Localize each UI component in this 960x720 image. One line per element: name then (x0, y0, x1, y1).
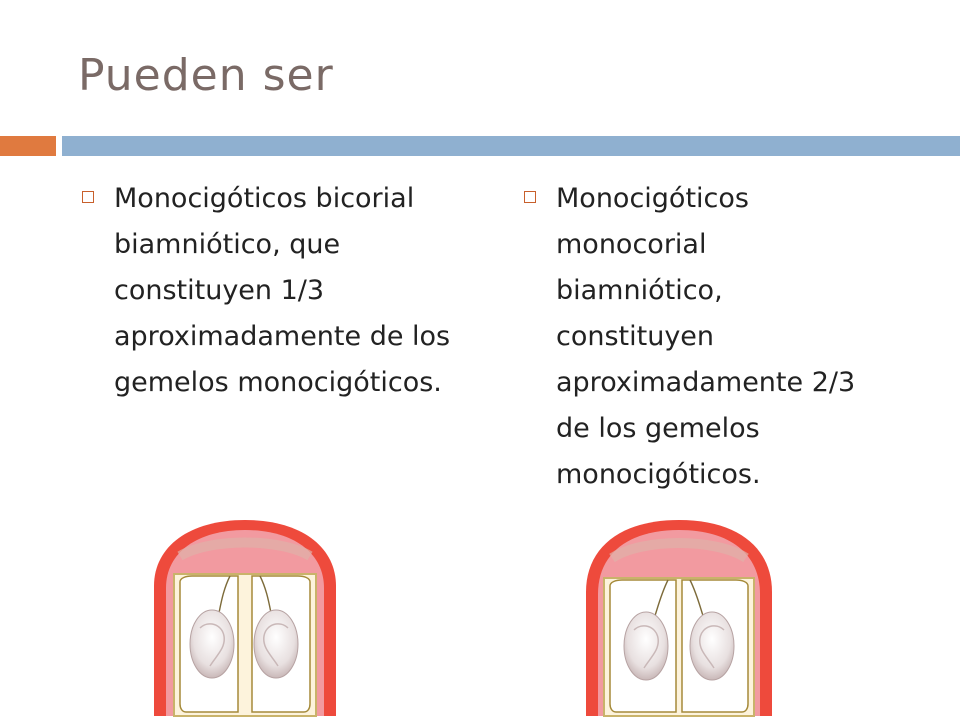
content-column-right (520, 176, 880, 498)
bullet-item (520, 176, 880, 498)
title-rule-accent (0, 136, 56, 156)
bullet-text: Monocigóticos bicorial biamniótico, que constituyen 1/3 aproximadamente de los gemelos monocigóticos. (114, 183, 451, 398)
twins-bichorionic-diamniotic-illustration (150, 516, 340, 720)
bullet-text: Monocigóticos monocorial biamniótico, constituyen aproximadamente 2/3 de los gemelos monocigóticos. (556, 183, 856, 490)
slide-title: Pueden ser (78, 50, 334, 101)
bullet-item (78, 176, 458, 406)
square-bullet-icon (82, 191, 94, 203)
square-bullet-icon (524, 191, 536, 203)
twins-monochorionic-diamniotic-illustration (582, 516, 776, 720)
content-column-left (78, 176, 458, 406)
title-rule-bar (62, 136, 960, 156)
